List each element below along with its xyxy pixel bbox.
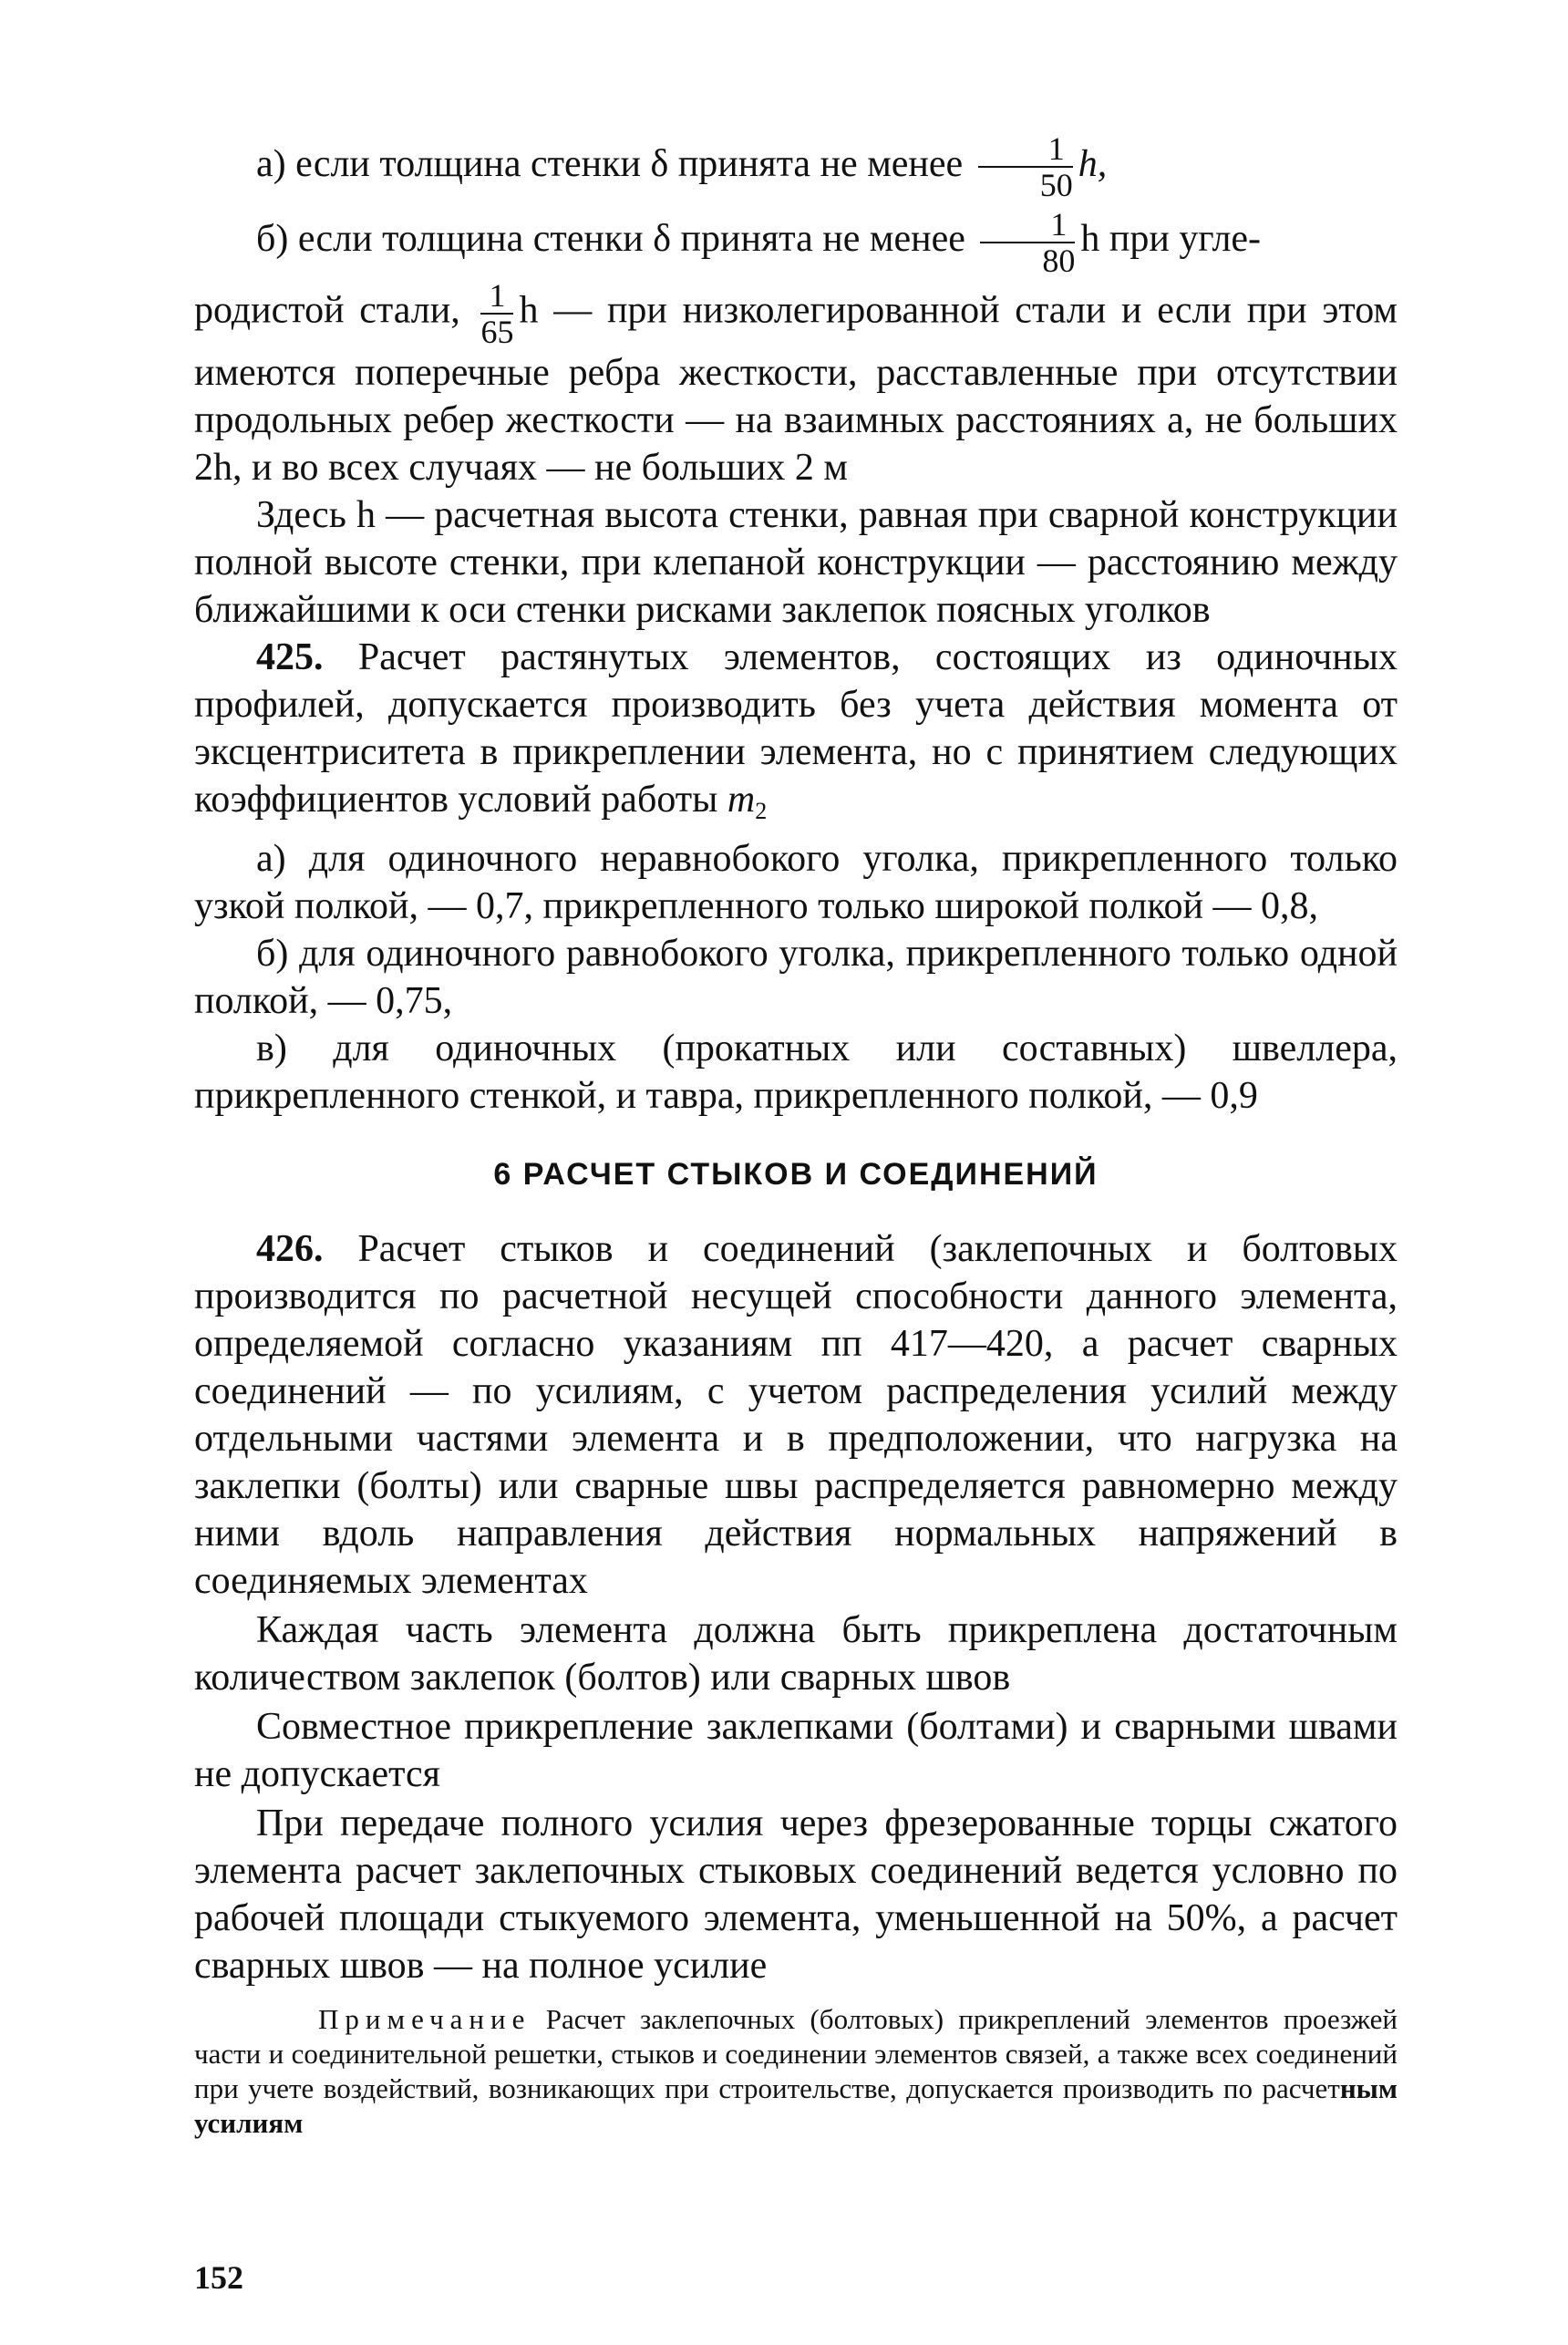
clause-number-425: 425. xyxy=(256,635,324,678)
paragraph-milled-ends: При передаче полного усилия через фрезерованные торцы сжатого элемента расчет заклепочных стыковых соединений ведется условно по рабочей площади стыкуемого элемента, уменьшенной на 50%, а расчет сварных швов — на полное усилие xyxy=(194,1802,1398,1987)
section-heading: 6 РАСЧЕТ СТЫКОВ И СОЕДИНЕНИЙ xyxy=(493,1156,1099,1192)
fraction-1-65: $\frac{1}{65}$ xyxy=(480,276,514,350)
fraction-1-80: $\frac{1}{80}$ xyxy=(980,207,1075,278)
item-b-text: б) если толщина стенки δ принята не менее xyxy=(256,218,975,261)
paragraph-h-definition: Здесь h — расчетная высота стенки, равная при сварной конструкции полной высоте стенки, при клепаной конструкции — расстоянию между ближайшими к оси стенки рисками заклепок поясных уголков xyxy=(194,493,1398,631)
item-a-text: а) если толщина стенки δ принята не менее xyxy=(256,143,973,185)
note-label: Примечание xyxy=(318,2002,531,2035)
page-number: 152 xyxy=(194,2259,243,2296)
paragraph-425 xyxy=(194,634,1398,835)
note-tail: ным усилиям xyxy=(194,2071,1398,2139)
item-a xyxy=(194,128,1398,202)
item-b-tail: h при угле- xyxy=(1080,218,1262,261)
note-paragraph xyxy=(194,2002,1398,2141)
list-item-425-c: в) для одиночных (прокатных или составных) швеллера, прикрепленного стенкой, и тавра, прикрепленного полкой, — 0,9 xyxy=(194,1027,1398,1117)
coefficient-m: m xyxy=(727,778,756,821)
item-b2-head: родистой стали, xyxy=(194,289,476,332)
paragraph-each-part: Каждая часть элемента должна быть прикреплена достаточным количеством заклепок (болтов) или сварных швов xyxy=(194,1608,1398,1699)
clause-425-text: Расчет растянутых элементов, состоящих из одиночных профилей, допускается производить без учета действия момента от эксцентриситета в прикреплении элемента, но с принятием следующих коэффициентов условий работы xyxy=(194,635,1398,821)
item-b xyxy=(194,202,1398,277)
fraction-1-50: $\frac{1}{50}$ xyxy=(978,131,1073,202)
paragraph-426 xyxy=(194,1225,1398,1605)
clause-426-text: Расчет стыков и соединений (заклепочных и болтовых производится по расчетной несущей способности данного элемента, определяемой согласно указаниям пп 417—420, а расчет сварных соединений — по усилиям, с учетом распределения усилий между отдельными частями элемента и в предположении, что нагрузка на заклепки (болты) или сварные швы распределяется равномерно между ними вдоль направления действия нормальных напряжений в соединяемых элементах xyxy=(194,1227,1398,1602)
item-b-continuation xyxy=(194,278,1398,491)
list-item-425-a: а) для одиночного неравнобокого уголка, прикрепленного только узкой полкой, — 0,7, прикрепленного только широкой полкой — 0,8, xyxy=(194,837,1398,927)
item-b2-tail: h — при низколегированной стали и если при этом имеются поперечные ребра жесткости, расставленные при отсутствии продольных ребер жесткости — на взаимных расстояниях a, не больших 2h, и во всех случаях — не больших 2 м xyxy=(194,289,1398,489)
item-a-tail: h, xyxy=(1078,143,1108,185)
coefficient-subscript: 2 xyxy=(755,797,768,824)
page-body xyxy=(194,128,1398,2141)
paragraph-joint-fastening: Совместное прикрепление заклепками (болтами) и сварными швами не допускается xyxy=(194,1705,1398,1795)
note-text: Расчет заклепочных (болтовых) прикреплений элементов проезжей части и соединительной решетки, стыков и соединении элементов связей, а также всех соединений при учете воздействий, возникающих при строительстве, допускается производить по расчет xyxy=(194,2002,1398,2104)
list-item-425-b: б) для одиночного равнобокого уголка, прикрепленного только одной полкой, — 0,75, xyxy=(194,932,1398,1022)
clause-number-426: 426. xyxy=(256,1227,324,1270)
